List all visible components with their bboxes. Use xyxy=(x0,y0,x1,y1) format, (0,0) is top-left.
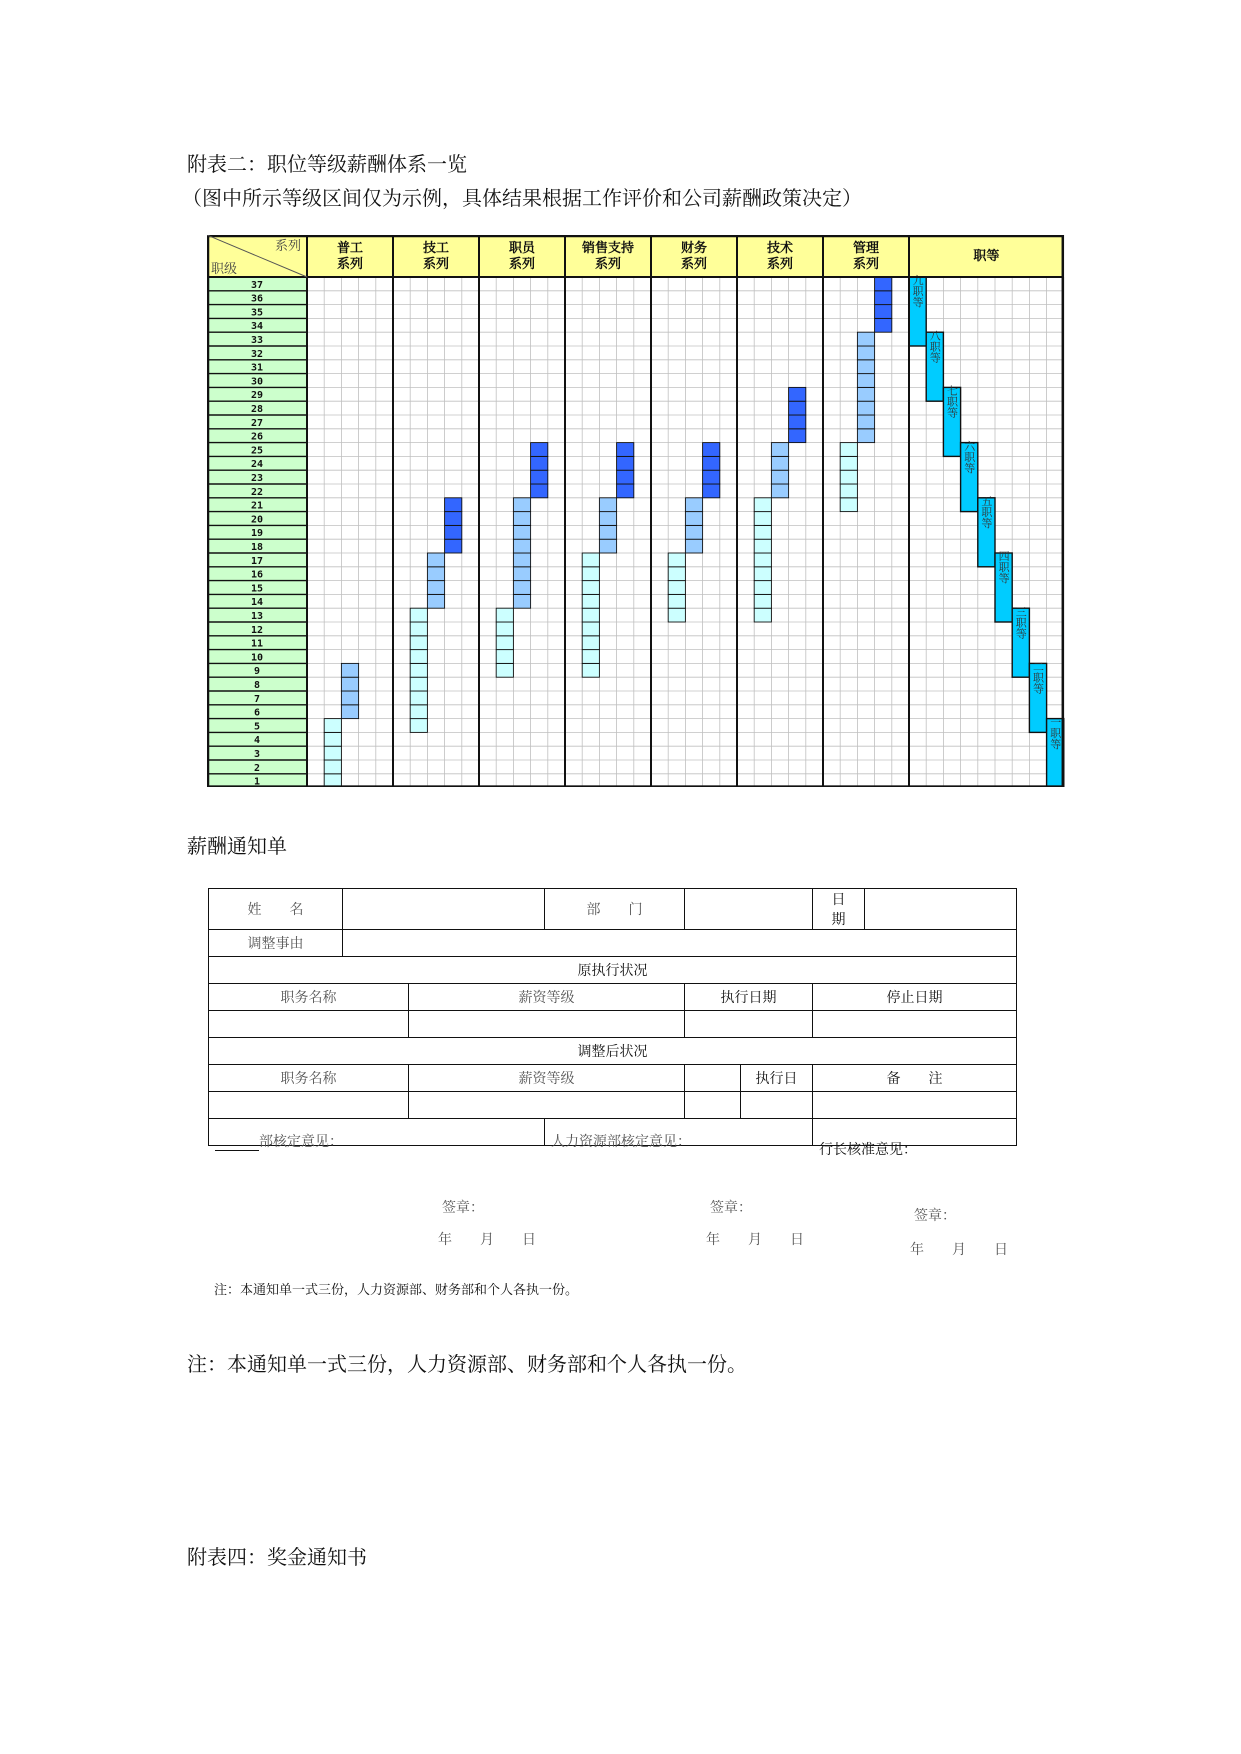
band-cell-4-dark xyxy=(617,470,634,484)
band-cell-7-dark xyxy=(875,318,892,332)
grade-label: 七职等 xyxy=(945,384,959,418)
grade-label: 二职等 xyxy=(1031,660,1045,694)
name-label: 姓 名 xyxy=(209,889,343,930)
band-cell-2-light xyxy=(410,636,427,650)
adj-exec-date-field[interactable] xyxy=(741,1092,813,1119)
series-header-5: 系列 xyxy=(680,257,708,272)
band-cell-6-light xyxy=(754,539,771,553)
level-label: 26 xyxy=(250,431,264,443)
level-label: 2 xyxy=(253,762,261,774)
band-cell-1-mid xyxy=(341,705,358,719)
orig-salary-grade-field[interactable] xyxy=(409,1011,685,1038)
dept-stamp-label: 签章： xyxy=(442,1200,484,1216)
band-cell-4-dark xyxy=(617,443,634,457)
band-cell-1-light xyxy=(324,774,341,787)
dept-label: 部 门 xyxy=(545,889,685,930)
band-cell-6-dark xyxy=(789,401,806,415)
band-cell-2-light xyxy=(410,719,427,733)
level-label: 20 xyxy=(250,514,264,526)
band-cell-3-dark xyxy=(531,456,548,470)
series-header-7: 系列 xyxy=(852,257,880,272)
series-header-6: 系列 xyxy=(766,257,794,272)
band-cell-5-dark xyxy=(703,456,720,470)
band-cell-2-mid xyxy=(427,553,444,567)
orig-stop-date-field[interactable] xyxy=(813,1011,1017,1038)
president-opinion-box[interactable] xyxy=(813,1119,1017,1258)
orig-job-title-field[interactable] xyxy=(209,1011,409,1038)
series-header-4: 系列 xyxy=(594,257,622,272)
band-cell-7-mid xyxy=(857,332,874,346)
grade-label: 六职等 xyxy=(962,440,976,474)
orig-stop-date-header: 停止日期 xyxy=(813,984,1017,1011)
appendix2-subheading: （图中所示等级区间仅为示例，具体结果根据工作评价和公司薪酬政策决定） xyxy=(182,186,862,210)
level-label: 25 xyxy=(250,445,264,457)
band-cell-6-dark xyxy=(789,415,806,429)
band-cell-3-mid xyxy=(513,567,530,581)
adj-salary-grade-field[interactable] xyxy=(409,1092,685,1119)
band-cell-4-light xyxy=(582,650,599,664)
dept-opinion-box[interactable] xyxy=(209,1119,545,1248)
notice-heading: 薪酬通知单 xyxy=(187,834,287,858)
band-cell-3-light xyxy=(496,650,513,664)
appendix2-heading: 附表二：职位等级薪酬体系一览 xyxy=(187,152,467,176)
series-header-4: 销售支持 xyxy=(581,241,635,256)
corner-level-label: 职级 xyxy=(211,262,238,277)
original-status-header: 原执行状况 xyxy=(209,957,1017,984)
band-cell-5-dark xyxy=(703,470,720,484)
band-cell-7-mid xyxy=(857,387,874,401)
series-header-7: 管理 xyxy=(852,241,880,256)
band-cell-6-mid xyxy=(771,470,788,484)
band-cell-4-mid xyxy=(599,525,616,539)
band-cell-3-dark xyxy=(531,443,548,457)
band-cell-7-mid xyxy=(857,429,874,443)
band-cell-5-mid xyxy=(685,525,702,539)
level-label: 14 xyxy=(250,597,264,609)
grade-label: 三职等 xyxy=(1014,605,1028,639)
band-cell-5-dark xyxy=(703,484,720,498)
band-cell-3-dark xyxy=(531,470,548,484)
level-label: 11 xyxy=(250,638,264,650)
band-cell-7-light xyxy=(840,443,857,457)
band-cell-3-light xyxy=(496,663,513,677)
band-cell-7-mid xyxy=(857,374,874,388)
band-cell-4-dark xyxy=(617,484,634,498)
band-cell-6-light xyxy=(754,594,771,608)
level-label: 5 xyxy=(253,721,261,733)
band-cell-4-light xyxy=(582,553,599,567)
dept-date-line: 年 月 日 xyxy=(438,1232,536,1248)
series-header-2: 技工 xyxy=(422,241,450,256)
level-label: 8 xyxy=(253,680,261,691)
level-label: 36 xyxy=(250,293,264,305)
grade-header: 职等 xyxy=(973,249,1000,264)
hr-date-line: 年 月 日 xyxy=(706,1232,804,1248)
level-label: 3 xyxy=(253,749,261,760)
level-label: 30 xyxy=(250,376,264,388)
level-label: 16 xyxy=(250,569,264,581)
dept-opinion-label: 部核定意见： xyxy=(259,1134,343,1150)
band-cell-4-mid xyxy=(599,539,616,553)
band-cell-5-dark xyxy=(703,443,720,457)
band-cell-3-mid xyxy=(513,512,530,526)
level-label: 19 xyxy=(250,528,264,540)
dept-field[interactable] xyxy=(685,889,813,930)
band-cell-1-light xyxy=(324,719,341,733)
band-cell-3-mid xyxy=(513,498,530,512)
level-label: 33 xyxy=(250,335,264,346)
band-cell-4-light xyxy=(582,636,599,650)
band-cell-7-mid xyxy=(857,346,874,360)
band-cell-1-light xyxy=(324,746,341,760)
band-cell-4-dark xyxy=(617,456,634,470)
band-cell-5-mid xyxy=(685,512,702,526)
band-cell-6-mid xyxy=(771,443,788,457)
band-cell-4-light xyxy=(582,663,599,677)
corner-series-label: 系列 xyxy=(274,239,301,254)
band-cell-6-mid xyxy=(771,484,788,498)
series-header-1: 系列 xyxy=(336,257,364,272)
band-cell-2-dark xyxy=(445,525,462,539)
level-label: 1 xyxy=(253,776,261,787)
level-label: 22 xyxy=(250,486,264,498)
salary-notice-form xyxy=(208,888,1017,1258)
form-footnote: 注：本通知单一式三份，人力资源部、财务部和个人各执一份。 xyxy=(214,1283,579,1298)
president-date-line: 年 月 日 xyxy=(910,1242,1008,1258)
band-cell-2-light xyxy=(410,608,427,622)
level-label: 31 xyxy=(250,362,264,374)
level-label: 15 xyxy=(250,583,264,595)
level-label: 17 xyxy=(250,555,264,567)
band-cell-3-mid xyxy=(513,525,530,539)
band-cell-2-dark xyxy=(445,512,462,526)
level-label: 28 xyxy=(250,404,264,415)
band-cell-2-mid xyxy=(427,594,444,608)
band-cell-7-mid xyxy=(857,360,874,374)
series-header-1: 普工 xyxy=(336,241,364,256)
band-cell-6-light xyxy=(754,567,771,581)
president-opinion-label: 行长核准意见： xyxy=(819,1142,917,1158)
level-label: 32 xyxy=(250,348,264,360)
band-cell-2-light xyxy=(410,677,427,691)
hr-opinion-box[interactable] xyxy=(545,1119,813,1248)
band-cell-1-mid xyxy=(341,691,358,705)
level-label: 10 xyxy=(250,652,264,664)
series-header-3: 系列 xyxy=(508,257,536,272)
adj-remark-header: 备 注 xyxy=(813,1065,1017,1092)
reason-label: 调整事由 xyxy=(209,930,343,957)
level-label: 37 xyxy=(250,279,264,291)
band-cell-3-light xyxy=(496,636,513,650)
grade-label: 一职等 xyxy=(1048,716,1062,750)
orig-job-title-header: 职务名称 xyxy=(209,984,409,1011)
band-cell-6-light xyxy=(754,525,771,539)
band-cell-3-light xyxy=(496,622,513,636)
band-cell-2-mid xyxy=(427,567,444,581)
band-cell-7-mid xyxy=(857,415,874,429)
adj-remark-field[interactable] xyxy=(813,1092,1017,1119)
band-cell-5-light xyxy=(668,608,685,622)
grade-label: 九职等 xyxy=(911,274,925,308)
band-cell-6-light xyxy=(754,498,771,512)
date-label: 日 期 xyxy=(813,889,865,930)
band-cell-3-mid xyxy=(513,539,530,553)
band-cell-2-light xyxy=(410,691,427,705)
band-cell-7-dark xyxy=(875,291,892,305)
adj-exec-date-header: 执行日 xyxy=(741,1065,813,1092)
orig-start-date-field[interactable] xyxy=(685,1011,813,1038)
band-cell-3-light xyxy=(496,608,513,622)
band-cell-5-mid xyxy=(685,539,702,553)
band-cell-5-light xyxy=(668,567,685,581)
band-cell-5-mid xyxy=(685,498,702,512)
level-label: 34 xyxy=(250,321,264,333)
adjusted-status-header: 调整后状况 xyxy=(209,1038,1017,1065)
series-header-5: 财务 xyxy=(680,241,708,256)
adj-job-title-header: 职务名称 xyxy=(209,1065,409,1092)
orig-start-date-header: 执行日期 xyxy=(685,984,813,1011)
band-cell-4-light xyxy=(582,622,599,636)
band-cell-4-mid xyxy=(599,498,616,512)
level-label: 9 xyxy=(253,666,261,678)
level-label: 27 xyxy=(250,417,264,429)
level-label: 35 xyxy=(250,307,264,319)
series-header-6: 技术 xyxy=(766,241,794,256)
level-label: 21 xyxy=(250,500,264,512)
band-cell-2-light xyxy=(410,663,427,677)
band-cell-1-mid xyxy=(341,677,358,691)
adj-empty-header xyxy=(685,1065,741,1092)
level-label: 4 xyxy=(253,735,261,747)
salary-grade-grid xyxy=(207,235,1069,787)
band-cell-1-light xyxy=(324,732,341,746)
hr-stamp-label: 签章： xyxy=(710,1200,752,1216)
band-cell-7-dark xyxy=(875,305,892,319)
band-cell-6-light xyxy=(754,608,771,622)
level-label: 7 xyxy=(253,693,261,705)
grade-grid-svg xyxy=(207,235,1069,787)
band-cell-7-light xyxy=(840,470,857,484)
band-cell-6-mid xyxy=(771,456,788,470)
grade-label: 四职等 xyxy=(997,550,1011,584)
band-cell-4-mid xyxy=(599,512,616,526)
band-cell-2-light xyxy=(410,622,427,636)
band-cell-6-dark xyxy=(789,429,806,443)
main-note: 注：本通知单一式三份，人力资源部、财务部和个人各执一份。 xyxy=(187,1352,747,1376)
hr-opinion-label: 人力资源部核定意见： xyxy=(551,1134,691,1150)
band-cell-5-light xyxy=(668,581,685,595)
band-cell-2-dark xyxy=(445,539,462,553)
orig-salary-grade-header: 薪资等级 xyxy=(409,984,685,1011)
level-label: 6 xyxy=(253,707,261,719)
dept-name-blank[interactable] xyxy=(215,1136,259,1151)
band-cell-4-light xyxy=(582,581,599,595)
band-cell-2-light xyxy=(410,650,427,664)
band-cell-1-mid xyxy=(341,663,358,677)
level-label: 24 xyxy=(250,459,264,471)
band-cell-2-mid xyxy=(427,581,444,595)
band-cell-3-dark xyxy=(531,484,548,498)
band-cell-3-mid xyxy=(513,581,530,595)
name-field[interactable] xyxy=(343,889,545,930)
series-header-3: 职员 xyxy=(508,241,536,256)
level-label: 12 xyxy=(250,624,264,636)
grade-label: 五职等 xyxy=(979,495,993,529)
date-field[interactable] xyxy=(865,889,1017,930)
reason-field[interactable] xyxy=(343,930,1017,957)
band-cell-3-mid xyxy=(513,594,530,608)
appendix4-heading: 附表四：奖金通知书 xyxy=(187,1545,367,1569)
adj-salary-grade-header: 薪资等级 xyxy=(409,1065,685,1092)
band-cell-6-dark xyxy=(789,387,806,401)
level-label: 18 xyxy=(250,542,264,553)
grid-header-band xyxy=(207,235,1064,277)
series-header-2: 系列 xyxy=(422,257,450,272)
band-cell-4-light xyxy=(582,608,599,622)
band-cell-7-light xyxy=(840,498,857,512)
band-cell-4-light xyxy=(582,567,599,581)
band-cell-7-light xyxy=(840,484,857,498)
band-cell-1-light xyxy=(324,760,341,774)
band-cell-6-light xyxy=(754,553,771,567)
band-cell-6-light xyxy=(754,512,771,526)
band-cell-2-light xyxy=(410,705,427,719)
level-label: 23 xyxy=(250,473,264,484)
level-label: 13 xyxy=(250,611,264,622)
band-cell-5-light xyxy=(668,553,685,567)
band-cell-4-light xyxy=(582,594,599,608)
adj-grade-field[interactable] xyxy=(685,1092,741,1119)
band-cell-7-light xyxy=(840,456,857,470)
band-cell-5-light xyxy=(668,594,685,608)
level-label: 29 xyxy=(250,390,264,402)
band-cell-7-mid xyxy=(857,401,874,415)
adj-job-title-field[interactable] xyxy=(209,1092,409,1119)
band-cell-7-dark xyxy=(875,277,892,291)
grade-label: 八职等 xyxy=(928,329,942,363)
band-cell-6-light xyxy=(754,581,771,595)
band-cell-3-mid xyxy=(513,553,530,567)
band-cell-2-dark xyxy=(445,498,462,512)
president-stamp-label: 签章： xyxy=(914,1208,956,1224)
